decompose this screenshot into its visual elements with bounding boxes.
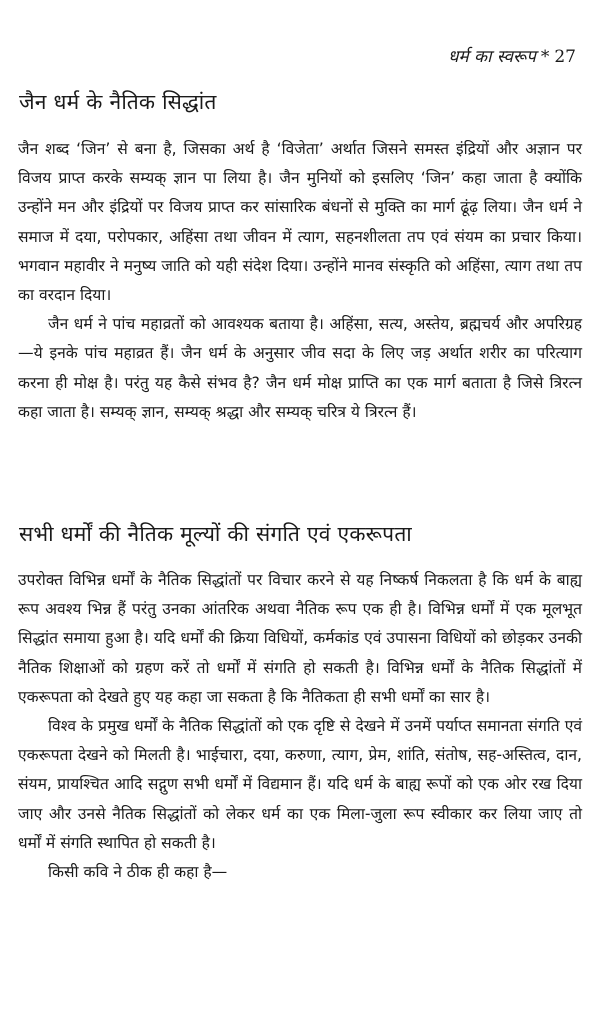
section-heading-jain-ethics: जैन धर्म के नैतिक सिद्धांत bbox=[19, 90, 217, 114]
paragraph: किसी कवि ने ठीक ही कहा है— bbox=[48, 863, 228, 882]
section-harmony-of-religions bbox=[18, 566, 582, 887]
running-header-title: धर्म का स्वरूप bbox=[448, 47, 536, 67]
paragraph: जैन शब्द ‘जिन’ से बना है, जिसका अर्थ है ‘विजेता’ अर्थात जिसने समस्त इंद्रियों और अज्ञान पर विजय प्राप्त करके सम्यक् ज्ञान पा लिया है। जैन मुनियों को इसलिए ‘जिन’ कहा जाता है क्योंकि उन्होंने मन और इंद्रियों पर विजय प्राप्त कर सांसारिक बंधनों से मुक्ति का मार्ग ढूंढ़ लिया। जैन धर्म ने समाज में दया, परोपकार, अहिंसा तथा जीवन में त्याग, सहनशीलता तप एवं संयम का प्रचार किया। भगवान महावीर ने मनुष्य जाति को यही संदेश दिया। उन्होंने मानव संस्कृति को अहिंसा, त्याग तथा तप का वरदान दिया। bbox=[18, 140, 582, 305]
page-number: 27 bbox=[554, 47, 576, 67]
paragraph: जैन धर्म ने पांच महाव्रतों को आवश्यक बताया है। अहिंसा, सत्य, अस्तेय, ब्रह्मचर्य और अपरिग्रह—ये इनके पांच महाव्रत हैं। जैन धर्म के अनुसार जीव सदा के लिए जड़ अर्थात शरीर का परित्याग करना ही मोक्ष है। परंतु यह कैसे संभव है? जैन धर्म मोक्ष प्राप्ति का एक मार्ग बताता है जिसे त्रिरत्न कहा जाता है। सम्यक् ज्ञान, सम्यक् श्रद्धा और सम्यक् चरित्र ये त्रिरत्न हैं। bbox=[18, 315, 582, 421]
paragraph: उपरोक्त विभिन्न धर्मों के नैतिक सिद्धांतों पर विचार करने से यह निष्कर्ष निकलता है कि धर्म के बाह्य रूप अवश्य भिन्न हैं परंतु उनका आंतरिक अथवा नैतिक रूप एक ही है। विभिन्न धर्मों में एक मूलभूत सिद्धांत समाया हुआ है। यदि धर्मों की क्रिया विधियों, कर्मकांड एवं उपासना विधियों को छोड़कर उनकी नैतिक शिक्षाओं को ग्रहण करें तो धर्मों में संगति हो सकती है। विभिन्न धर्मों के नैतिक सिद्धांतों में एकरूपता को देखते हुए यह कहा जा सकता है कि नैतिकता ही सभी धर्मों का सार है। bbox=[18, 571, 582, 706]
section-heading-harmony-of-religions: सभी धर्मों की नैतिक मूल्यों की संगति एवं एकरूपता bbox=[19, 522, 412, 546]
section-jain-ethics bbox=[18, 135, 582, 427]
paragraph: विश्व के प्रमुख धर्मों के नैतिक सिद्धांतों को एक दृष्टि से देखने में उनमें पर्याप्त समानता संगति एवं एकरूपता देखने को मिलती है। भाईचारा, दया, करुणा, त्याग, प्रेम, शांति, संतोष, सह-अस्तित्व, दान, संयम, प्रायश्चित आदि सद्गुण सभी धर्मों में विद्यमान हैं। यदि धर्म के बाह्य रूपों को एक ओर रख दिया जाए और उनसे नैतिक सिद्धांतों को लेकर धर्म का एक मिला-जुला रूप स्वीकार कर लिया जाए तो धर्मों में संगति स्थापित हो सकती है। bbox=[18, 717, 582, 852]
running-header bbox=[448, 44, 576, 67]
header-separator: * bbox=[540, 47, 550, 67]
